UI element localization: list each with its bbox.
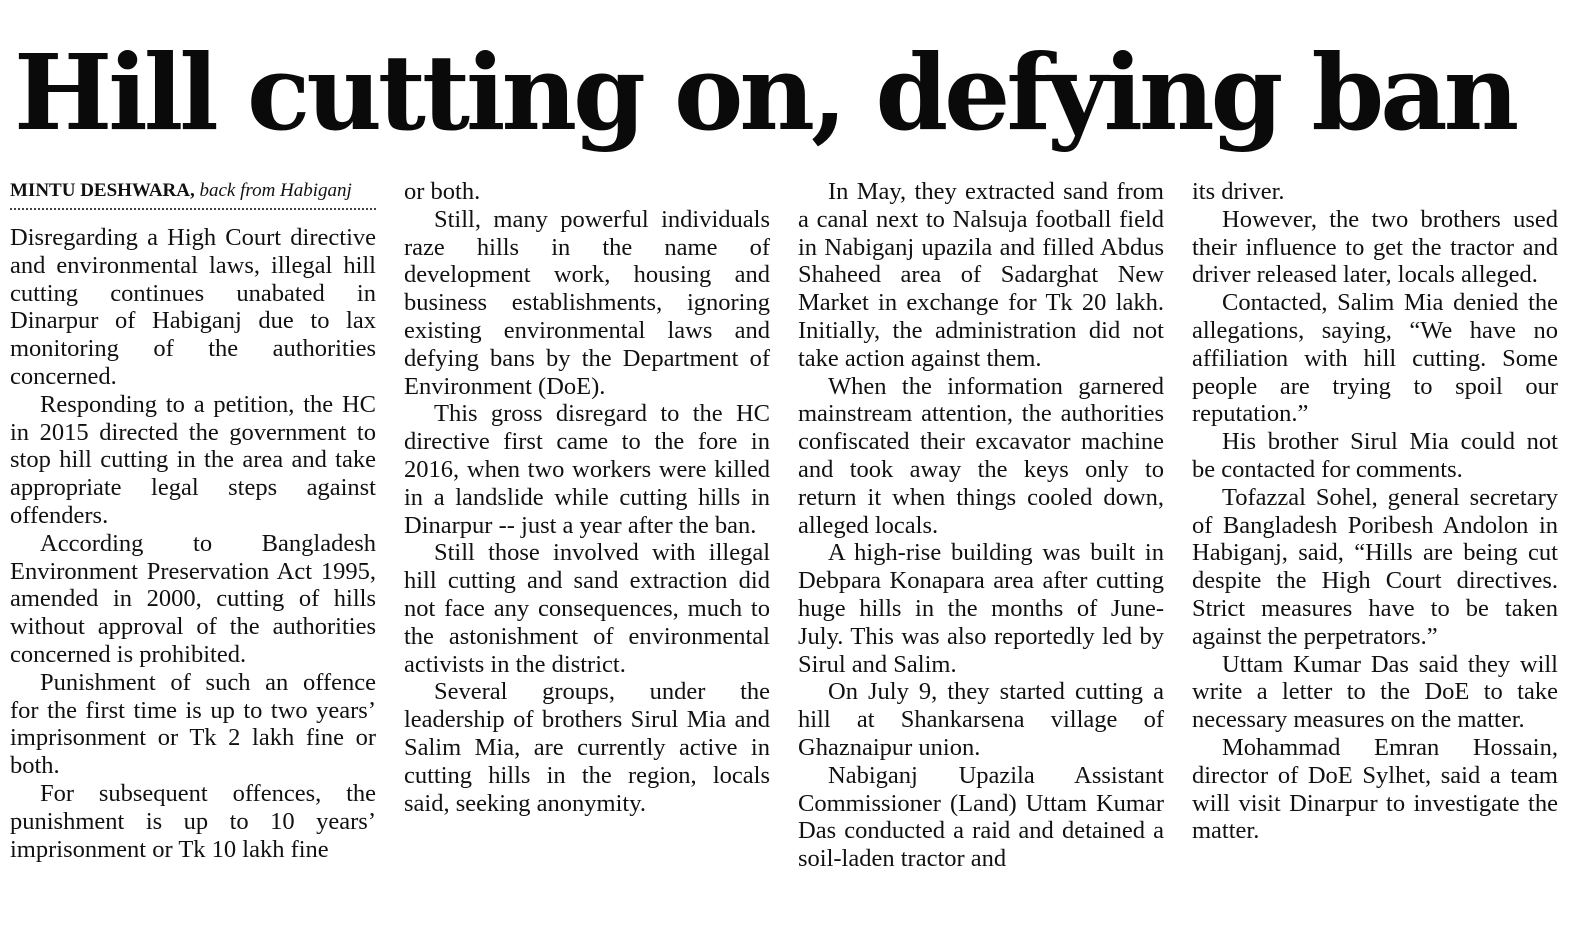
paragraph: On July 9, they started cutting a hill at Shankarsena village of Ghaznaipur union. (798, 678, 1164, 761)
byline (10, 178, 376, 204)
paragraph: His brother Sirul Mia could not be contacted for comments. (1192, 428, 1558, 483)
paragraph-continued: or both. (404, 178, 481, 205)
paragraph: Punishment of such an offence for the first time is up to two years’ imprisonment or Tk 2 lakh fine or both. (10, 668, 376, 780)
paragraph: In May, they extracted sand from a canal next to Nalsuja football field in Nabiganj upazila and filled Abdus Shaheed area of Sadarghat New Market in exchange for Tk 20 lakh. Initially, the administration did not take action against them. (798, 178, 1164, 372)
article-column-2 (404, 178, 770, 817)
byline-author: MINTU DESHWARA, (10, 180, 195, 201)
paragraph: Contacted, Salim Mia denied the allegations, saying, “We have no affiliation with hill cutting. Some people are trying to spoil our reputation.” (1192, 289, 1558, 428)
byline-divider (10, 208, 376, 210)
paragraph: According to Bangladesh Environment Preservation Act 1995, amended in 2000, cutting of hills without approval of the authorities concerned is prohibited. (10, 529, 376, 668)
article-column-3 (798, 178, 1164, 873)
paragraph: Disregarding a High Court directive and environmental laws, illegal hill cutting continues unabated in Dinarpur of Habiganj due to lax monitoring of the authorities concerned. (10, 224, 376, 390)
paragraph: Responding to a petition, the HC in 2015 directed the government to stop hill cutting in the area and take appropriate legal steps against offenders. (10, 390, 376, 529)
article-column-4 (1192, 178, 1558, 845)
paragraph: However, the two brothers used their influence to get the tractor and driver released later, locals alleged. (1192, 205, 1558, 289)
paragraph: Several groups, under the leadership of brothers Sirul Mia and Salim Mia, are currently active in cutting hills in the region, locals said, seeking anonymity. (404, 678, 770, 817)
paragraph: Tofazzal Sohel, general secretary of Bangladesh Poribesh Andolon in Habiganj, said, “Hills are being cut despite the High Court directives. Strict measures have to be taken against the perpetrators.” (1192, 483, 1558, 650)
paragraph: Still, many powerful individuals raze hills in the name of development work, housing and business establishments, ignoring existing environmental laws and defying bans by the Department of Environment (DoE). (404, 205, 770, 400)
headline: Hill cutting on, defying ban (14, 31, 1516, 154)
byline-location: back from Habiganj (194, 180, 352, 201)
paragraph: This gross disregard to the HC directive first came to the fore in 2016, when two workers were killed in a landslide while cutting hills in Dinarpur -- just a year after the ban. (404, 400, 770, 539)
article-column-1 (10, 178, 376, 863)
paragraph: Uttam Kumar Das said they will write a letter to the DoE to take necessary measures on the matter. (1192, 650, 1558, 734)
paragraph: A high-rise building was built in Debpara Konapara area after cutting huge hills in the months of June-July. This was also reportedly led by Sirul and Salim. (798, 539, 1164, 678)
paragraph-continued: its driver. (1192, 178, 1285, 205)
paragraph: Nabiganj Upazila Assistant Commissioner (Land) Uttam Kumar Das conducted a raid and detained a soil-laden tractor and (798, 761, 1164, 873)
paragraph: Mohammad Emran Hossain, director of DoE Sylhet, said a team will visit Dinarpur to investigate the matter. (1192, 733, 1558, 845)
paragraph: Still those involved with illegal hill cutting and sand extraction did not face any consequences, much to the astonishment of environmental activists in the district. (404, 539, 770, 678)
paragraph: For subsequent offences, the punishment is up to 10 years’ imprisonment or Tk 10 lakh fine (10, 779, 376, 863)
paragraph: When the information garnered mainstream attention, the authorities confiscated their excavator machine and took away the keys only to return it when things cooled down, alleged locals. (798, 372, 1164, 539)
